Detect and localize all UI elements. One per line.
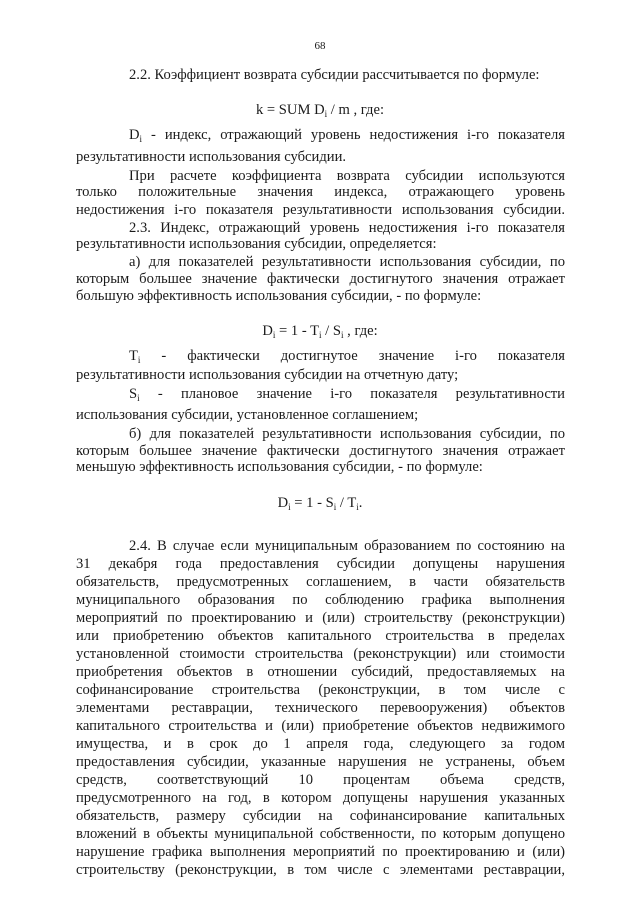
text-line: обязательств, размеру субсидии на софинансирование капитальных xyxy=(76,808,565,824)
text-line: строительству (реконструкции, в том числе с элементами реставрации, xyxy=(76,862,565,878)
text-line: $T_i$ - фактически достигнутое значение i-го показателя xyxy=(129,348,565,365)
text-line: имущества, и в срок до 1 апреля года, следующего за годом xyxy=(76,736,565,752)
text-line: а) для показателей результативности использования субсидии, по xyxy=(129,254,565,270)
text-line: недостижения i-го показателя результативности использования субсидии. xyxy=(76,202,565,218)
text-line: предоставления субсидии, указанные нарушения не устранены, объем xyxy=(76,754,565,770)
text-line: $S_i$ - плановое значение i-го показателя результативности xyxy=(129,386,565,403)
formula-line: k = SUM $D_i$ / m , где: xyxy=(255,102,385,119)
text-line: обязательств, предусмотренных соглашением, в части обязательств xyxy=(76,574,565,590)
text-line: капитального строительства и (или) приобретение объектов недвижимого xyxy=(76,718,565,734)
text-line: приобретения объектов в отношении субсидий, предоставляемых на xyxy=(76,664,565,680)
formula-line: $D_i = 1 - S_i / T_i$. xyxy=(277,495,363,512)
text-line: вложений в объекты муниципальной собственности, по которым допущено xyxy=(76,826,565,842)
text-line: большую эффективность использования субсидии, - по формуле: xyxy=(76,288,482,304)
text-line: б) для показателей результативности использования субсидии, по xyxy=(129,426,565,442)
text-line: установленной стоимости строительства (реконструкции) или стоимости xyxy=(76,646,565,662)
text-line: нарушение графика выполнения мероприятий по проектированию и (или) xyxy=(76,844,565,860)
page-number: 68 xyxy=(314,40,326,52)
formula-line: $D_i = 1 - T_i / S_i$ , где: xyxy=(262,323,378,340)
text-line: средств, соответствующий 10 процентам объема средств, xyxy=(76,772,565,788)
text-line: мероприятий по проектированию и (или) строительству (реконструкции) xyxy=(76,610,565,626)
text-line: софинансирование строительства (реконструкции, в том числе с xyxy=(76,682,565,698)
text-line: При расчете коэффициента возврата субсидии используются xyxy=(129,168,565,184)
text-line: 31 декабря года предоставления субсидии допущены нарушения xyxy=(76,556,565,572)
text-line: результативности использования субсидии. xyxy=(76,149,347,165)
text-line: использования субсидии, установленное соглашением; xyxy=(76,407,419,423)
text-line: результативности использования субсидии, определяется: xyxy=(76,236,437,252)
text-line: которым большее значение фактически достигнутого значения отражает xyxy=(76,443,565,459)
text-line: или приобретению объектов капитального строительства в пределах xyxy=(76,628,565,644)
text-line: 2.4. В случае если муниципальным образованием по состоянию на xyxy=(129,538,565,554)
text-line: меньшую эффективность использования субсидии, - по формуле: xyxy=(76,459,483,475)
text-line: которым большее значение фактически достигнутого значения отражает xyxy=(76,271,565,287)
text-line: предусмотренного на год, в котором допущены нарушения указанных xyxy=(76,790,565,806)
text-line: муниципального образования по соблюдению графика выполнения xyxy=(76,592,565,608)
text-line: 2.3. Индекс, отражающий уровень недостижения i-го показателя xyxy=(129,220,565,236)
text-line: $D_i$ - индекс, отражающий уровень недостижения i-го показателя xyxy=(129,127,565,144)
text-line: только положительные значения индекса, отражающего уровень xyxy=(76,184,565,200)
text-line: результативности использования субсидии на отчетную дату; xyxy=(76,367,459,383)
text-line: элементами реставрации, технического перевооружения) объектов xyxy=(76,700,565,716)
text-line: 2.2. Коэффициент возврата субсидии рассчитывается по формуле: xyxy=(129,67,540,83)
